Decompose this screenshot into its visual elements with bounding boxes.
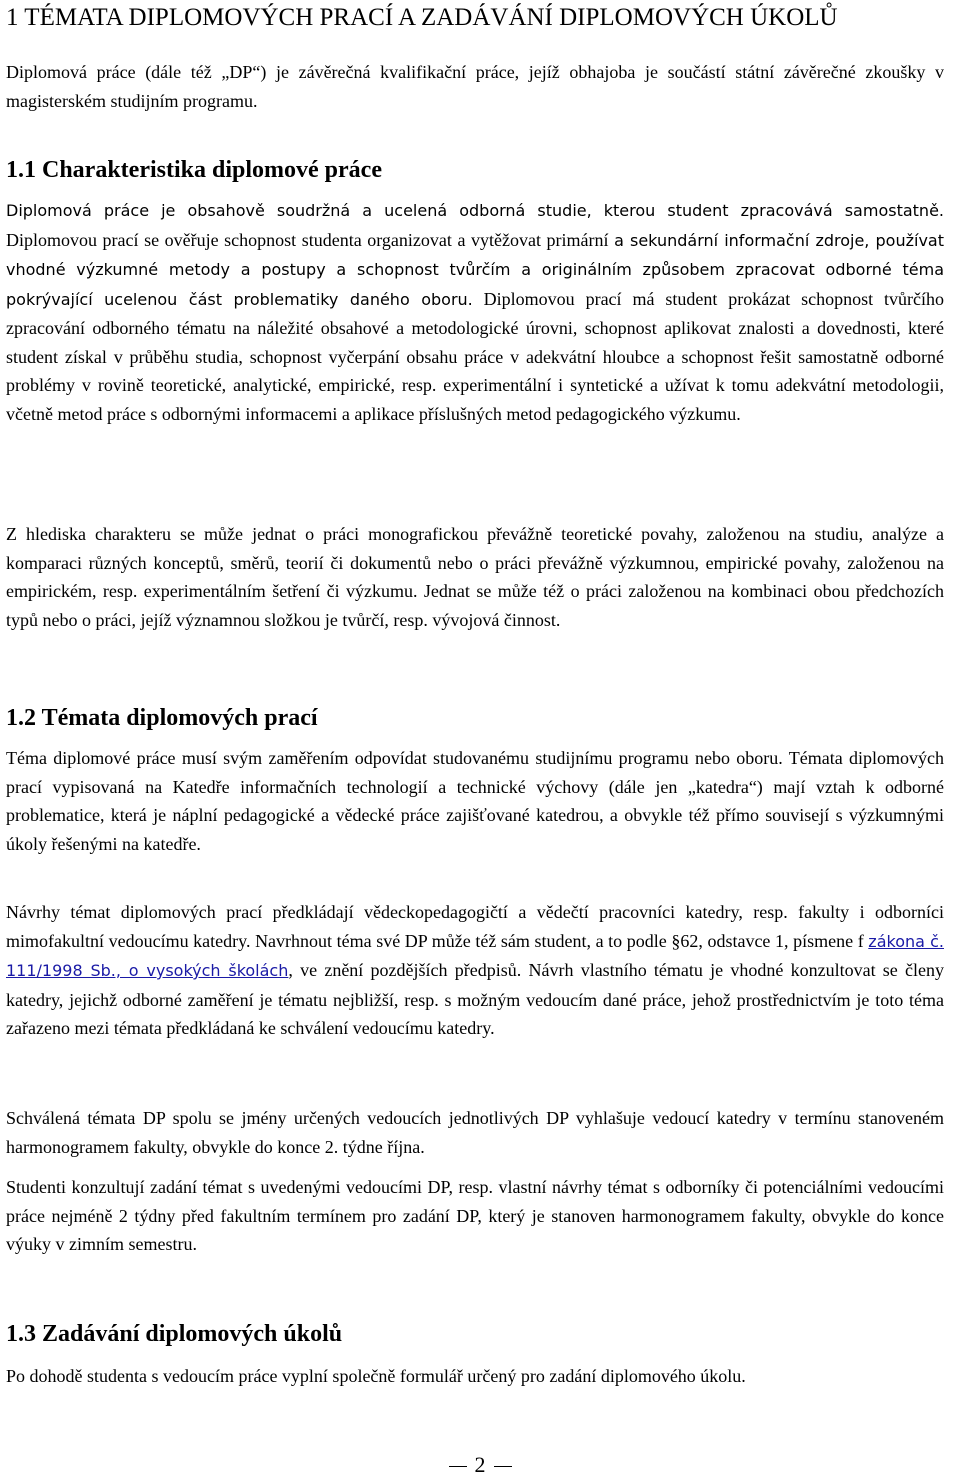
paragraph-text: Návrhy témat diplomových prací předkládají vědeckopedagogičtí a vědečtí pracovníci katedry, resp. fakulty i odborníci mimofakultní vedoucímu katedry. Navrhnout téma své DP může též sám student, a to podle §62, odstavce 1, písmene f: [6, 902, 944, 951]
section-1-1-heading: 1.1 Charakteristika diplomové práce: [6, 157, 382, 183]
section-1-1-paragraph-1: [6, 196, 944, 428]
section-1-2-heading: 1.2 Témata diplomových prací: [6, 705, 318, 731]
page-number-dash: [449, 1466, 467, 1467]
section-1-2-paragraph-3: Schválená témata DP spolu se jmény určených vedoucích jednotlivých DP vyhlašuje vedoucí katedry v termínu stanoveném harmonogramem fakulty, obvykle do konce 2. týdne října.: [6, 1108, 944, 1157]
section-1-1-paragraph-2: Z hlediska charakteru se může jednat o práci monografickou převážně teoretické povahy, založenou na studiu, analýze a komparaci různých konceptů, směrů, teorií či dokumentů nebo o práci převážně výzkumnou, empirické povahy, založenou na empirickém, resp. experimentálním šetření či výzkumu. Jednat se může též o práci založenou na kombinaci obou předchozích typů nebo o práci, jejíž významnou složkou je tvůrčí, resp. vývojová činnost.: [6, 524, 944, 630]
paragraph-text-sans: Diplomová práce je obsahově soudržná a ucelená odborná studie, kterou student zpracovává samostatně.: [6, 201, 944, 220]
chapter-title: 1 TÉMATA DIPLOMOVÝCH PRACÍ A ZADÁVÁNÍ DIPLOMOVÝCH ÚKOLŮ: [6, 4, 838, 31]
intro-paragraph: Diplomová práce (dále též „DP“) je závěrečná kvalifikační práce, jejíž obhajoba je součástí státní závěrečné zkoušky v magisterském studijním programu.: [6, 62, 944, 111]
page-number: [0, 1452, 960, 1478]
paragraph-text-serif: Diplomovou prací se ověřuje schopnost studenta organizovat a vytěžovat primární: [6, 229, 609, 250]
paragraph-text-serif: Diplomovou prací má student prokázat schopnost tvůrčího zpracování odborného tématu na náležité obsahové a metodologické úrovni, schopnost aplikovat znalosti a dovednosti, které student získal v průběhu studia, schopnost vyčerpání obsahu práce v adekvátní hloubce a schopnost řešit samostatně odborné problémy v rovině teoretické, analytické, empirické, resp. experimentální i syntetické a užívat k tomu adekvátní metodologii, včetně metod práce s odbornými informacemi a aplikace příslušných metod pedagogického výzkumu.: [6, 288, 944, 424]
page-number-dash: [494, 1466, 512, 1467]
section-1-2-paragraph-1: Téma diplomové práce musí svým zaměřením odpovídat studovanému studijnímu programu nebo oboru. Témata diplomových prací vypisovaná na Katedře informačních technologií a technické výchovy (dále jen „katedra“) mají vztah k odborné problematice, která je náplní pedagogické a vědecké práce zajišťované katedrou, a obvykle též přímo souvisejí s výzkumnými úkoly řešenými na katedře.: [6, 748, 944, 854]
paragraph-text-sans: a sekundární informační zdroje, používat vhodné výzkumné metody a postupy a schopnost tvůrčím a originálním způsobem zpracovat odborné téma pokrývající ucelenou část problematiky daného oboru.: [6, 230, 945, 309]
section-1-2-paragraph-4: Studenti konzultují zadání témat s uvedenými vedoucími DP, resp. vlastní návrhy témat s odborníky či potenciálními vedoucími práce nejméně 2 týdny před fakultním termínem pro zadání DP, který je stanoven harmonogramem fakulty, obvykle do konce výuky v zimním semestru.: [6, 1177, 944, 1254]
section-1-3-paragraph-1: Po dohodě studenta s vedoucím práce vyplní společně formulář určený pro zadání diplomového úkolu.: [6, 1366, 746, 1386]
paragraph-text: , ve znění pozdějších předpisů. Návrh vlastního tématu je vhodné konzultovat se členy katedry, jejichž odborné zaměření je tématu nejbližší, resp. s možným vedoucím dané práce, jehož prostřednictvím je toto téma zařazeno mezi témata předkládaná ke schválení vedoucímu katedry.: [6, 960, 945, 1038]
section-1-3-heading: 1.3 Zadávání diplomových úkolů: [6, 1321, 343, 1347]
law-reference-link[interactable]: zákona č. 111/1998 Sb., o vysokých školách: [6, 931, 944, 980]
section-1-2-paragraph-2: [6, 898, 944, 1043]
page-number-text: 2: [474, 1452, 486, 1477]
